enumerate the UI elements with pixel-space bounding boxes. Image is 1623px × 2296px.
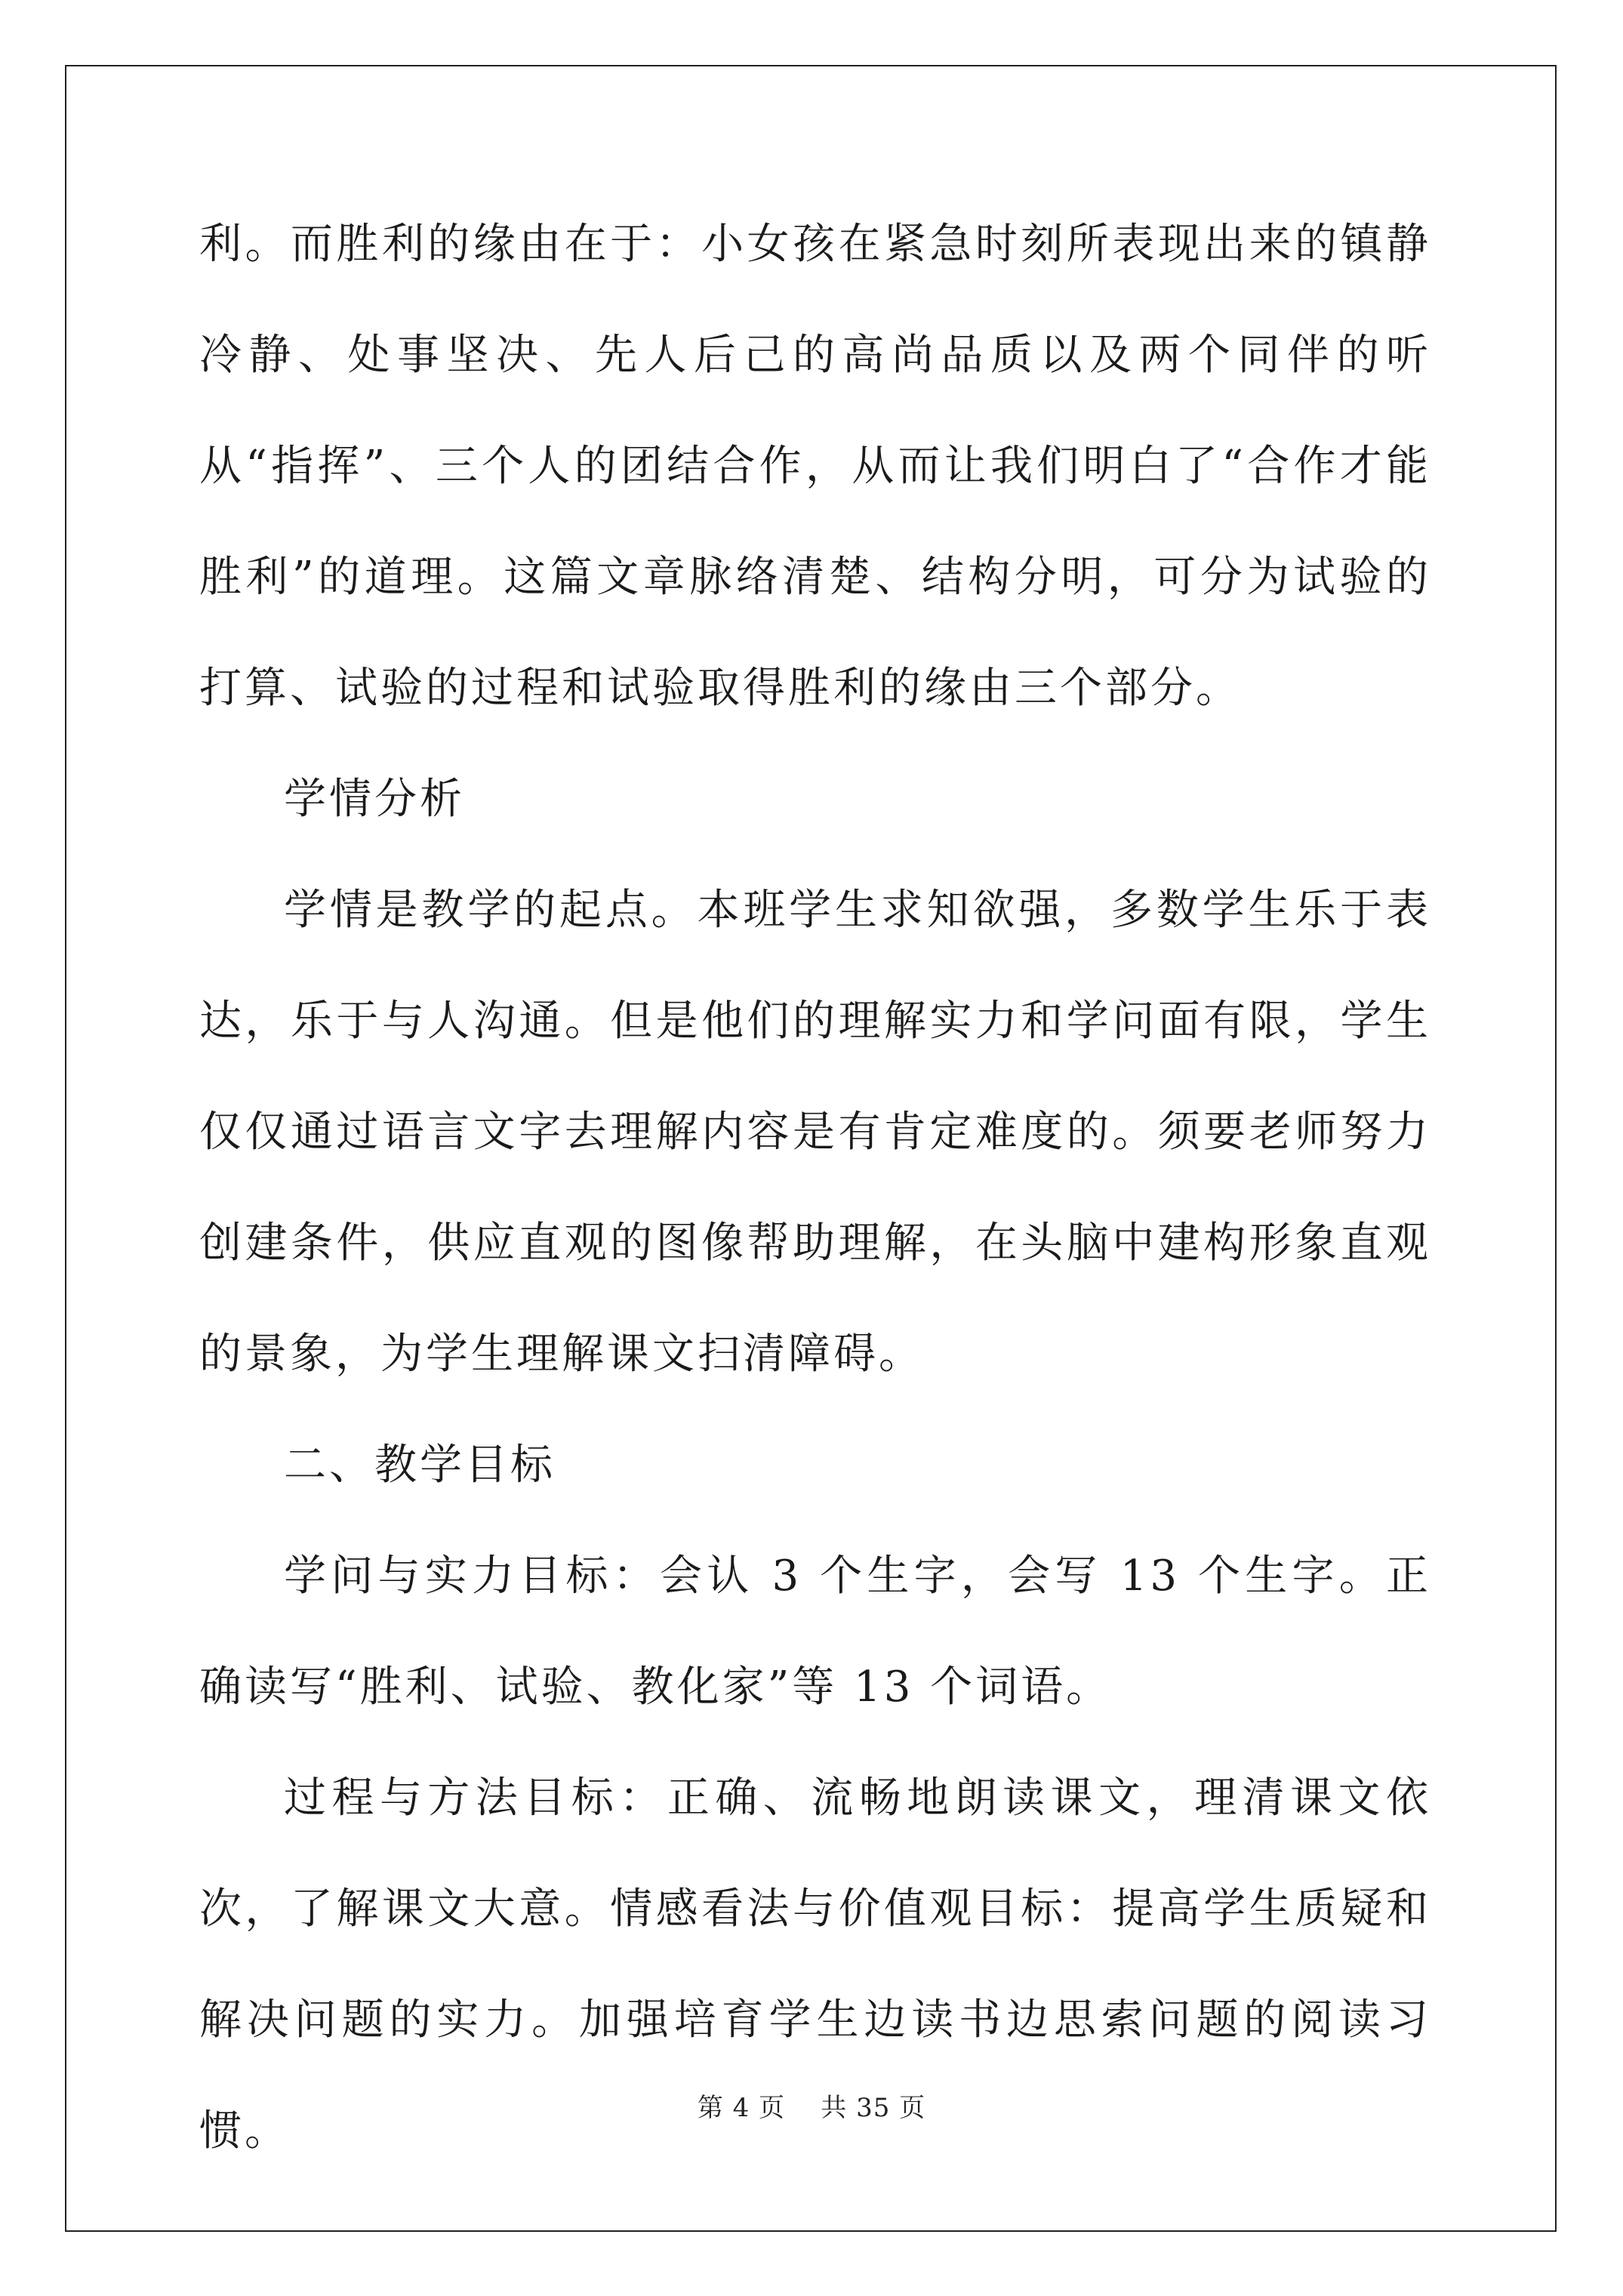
paragraph-continuation: 利。而胜利的缘由在于：小女孩在紧急时刻所表现出来的镇静冷静、处事坚决、先人后己的高尚品质以及两个同伴的听从“指挥”、三个人的团结合作，从而让我们明白了“合作才能胜利”的道理。这篇文章脉络清楚、结构分明，可分为试验的打算、试验的过程和试验取得胜利的缘由三个部分。 <box>199 220 1431 713</box>
section-heading-learning-analysis: 学情分析 <box>284 775 465 824</box>
paragraph-process-goals: 过程与方法目标：正确、流畅地朗读课文，理清课文依次，了解课文大意。情感看法与价值观目标：提高学生质疑和解决问题的实力。加强培育学生边读书边思索问题的阅读习惯。 <box>199 1774 1431 2156</box>
page-number: 第 4 页 <box>697 2093 786 2123</box>
document-body <box>199 189 1431 2187</box>
section-heading-teaching-goals: 二、教学目标 <box>284 1441 556 1490</box>
paragraph-knowledge-goals: 学问与实力目标：会认 3 个生字，会写 13 个生字。正确读写“胜利、试验、教化家”等 13 个词语。 <box>199 1552 1431 1712</box>
page-footer <box>0 2087 1623 2124</box>
paragraph-learning-analysis: 学情是教学的起点。本班学生求知欲强，多数学生乐于表达，乐于与人沟通。但是他们的理解实力和学问面有限，学生仅仅通过语言文字去理解内容是有肯定难度的。须要老师努力创建条件，供应直观的图像帮助理解，在头脑中建构形象直观的景象，为学生理解课文扫清障碍。 <box>199 886 1431 1379</box>
page-total: 共 35 页 <box>821 2093 926 2123</box>
